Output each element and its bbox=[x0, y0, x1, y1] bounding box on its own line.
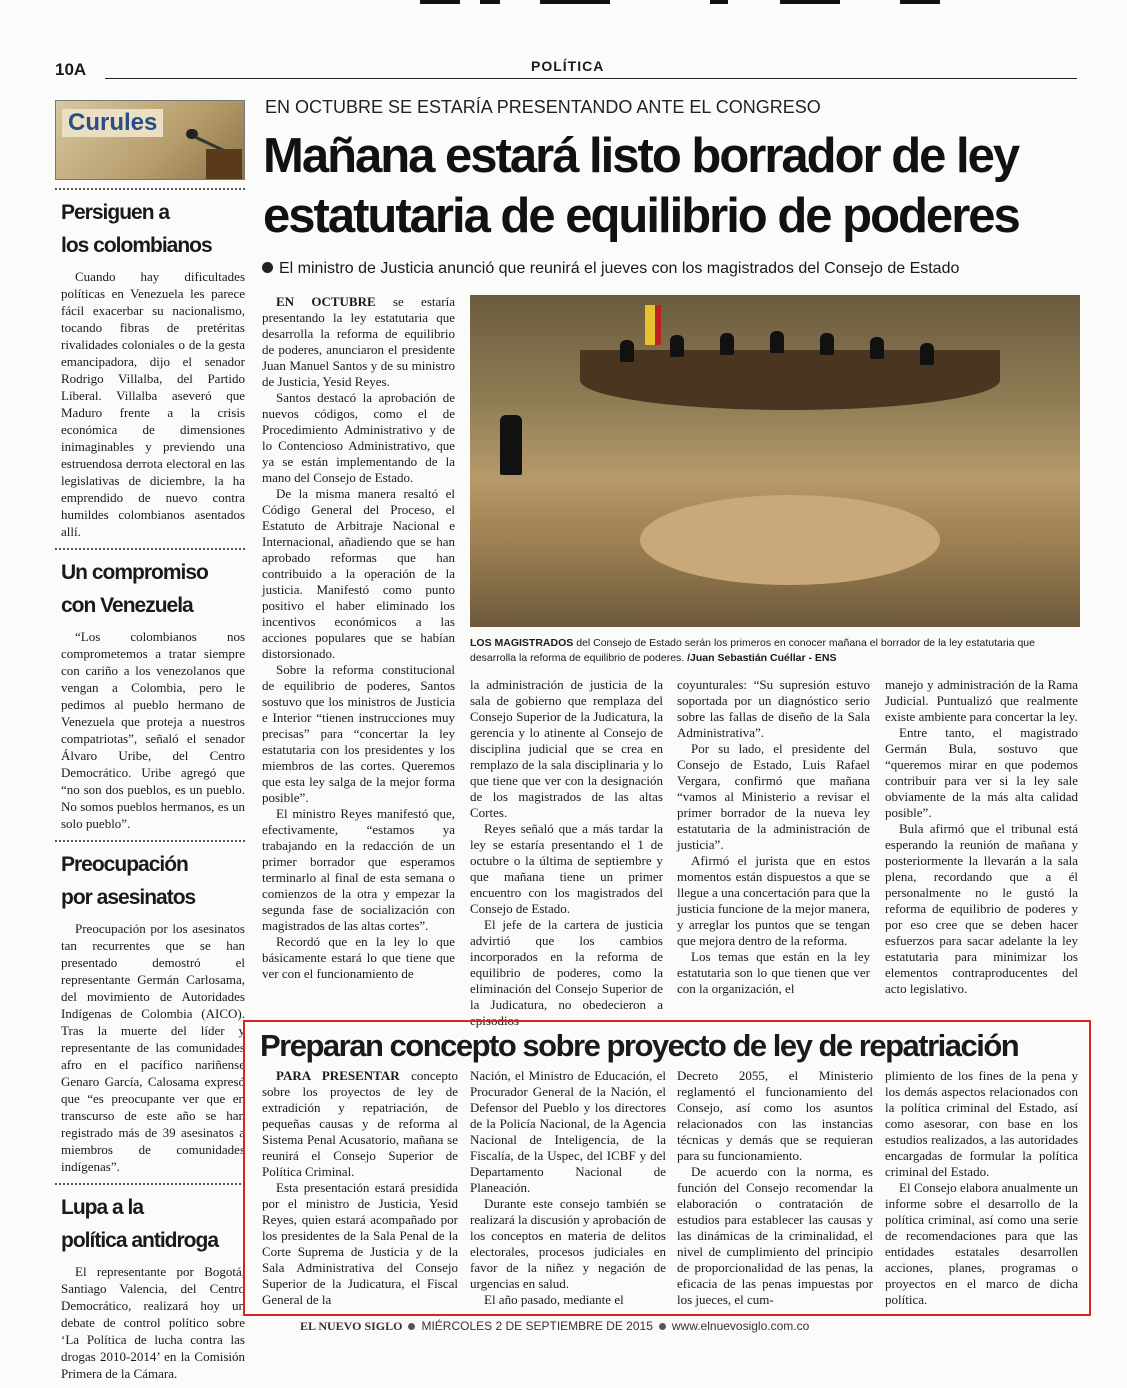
paragraph: Bula afirmó que el tribunal está esperando la reunión de mañana y posteriormente la llevarán a la sala plena, recordando que a él personalmente no le gustó la reforma de equilibrio de poderes y por eso cree que se deben hacer esfuerzos para sacar adelante la ley estatutaria para minimizar los elementos contraproducentes del acto legislativo. bbox=[885, 821, 1078, 996]
court-table bbox=[640, 495, 940, 585]
magistrate bbox=[870, 337, 884, 359]
bullet-icon bbox=[659, 1323, 666, 1330]
speaker bbox=[500, 415, 522, 475]
sidebar-item-title: Preocupación por asesinatos bbox=[61, 853, 196, 909]
sidebar-divider bbox=[55, 1183, 245, 1185]
box-column-1: PARA PRESENTAR concepto sobre los proyectos de ley de extradición y repatriación, de pequeñas causas y de reforma al Sistema Penal Acusatorio, mañana se reunirá el Consejo Superior de Política Criminal. Esta presentación estará presidida por el ministro de Justicia, Yesid Reyes, quien estará acompañado por los presidentes de la Sala Penal de la Corte Suprema de Justicia y de la Sala Administrativa del Consejo Superior de la Judicatura, el Fiscal General de la bbox=[262, 1068, 458, 1307]
paragraph: manejo y administración de la Rama Judicial. Puntualizó que realmente existe ambiente para concertar la ley. bbox=[885, 677, 1078, 724]
article-column-1: EN OCTUBRE se estaría presentando la ley estatutaria que desarrolla la reforma de equilibrio de poderes, anunciaron el presidente Juan Manuel Santos y de su ministro de Justicia, Yesid Reyes. Santos destacó la aprobación de nuevos códigos, como el de Procedimiento Administrativo y de lo Contencioso Administrativo, que ya se están implementando de la mano del Consejo de Estado. De la misma manera resaltó el Código General del Proceso, el Estatuto de Arbitraje Nacional e Internacional, añadiendo que se han aprobado reformas que han contribuido a la operación de la justicia. Manifestó como punto positivo el haber eliminado los incentivos económicos a las acciones populares que se habían distorsionado. Sobre la reforma constitucional de equilibrio de poderes, Santos sostuvo que los ministros de Justicia e Interior “tienen instrucciones muy precisas” para “concertar la ley estatutaria con los presidentes y los miembros de las cortes. Queremos que esta ley salga de la mejor forma posible”. El ministro Reyes manifestó que, efectivamente, “estamos ya trabajando en la redacción de un primer borrador que esperamos terminarlo al final de esta semana o comienzos de la otra y empezar la segunda fase de socialización con magistrados de las altas cortes”. Recordó que en la ley lo que básicamente estará lo que tiene que ver con el funcionamiento de bbox=[262, 294, 455, 981]
sidebar-item-body: El representante por Bogotá, Santiago Valencia, del Centro Democrático, realizará hoy un debate de control político sobre ‘La Política de lucha contra las drogas 2010-2014’ en la Comisión Primera de la Cámara. bbox=[61, 1264, 245, 1381]
box-column-3 bbox=[677, 1068, 873, 1308]
page-header bbox=[55, 56, 1077, 82]
article-column-2 bbox=[470, 677, 663, 1029]
paragraph: El jefe de la cartera de justicia advirtió que los cambios incorporados en la reforma de equilibrio de poderes, como la eliminación del Consejo Superior de la Judicatura, no obedecieron a episodios bbox=[470, 917, 663, 1028]
flag bbox=[655, 305, 661, 345]
section-name: POLÍTICA bbox=[525, 58, 610, 74]
paragraph: Nación, el Ministro de Educación, el Procurador General de la Nación, el Defensor del Pueblo y los directores de la Policía Nacional, de la Agencia Nacional de Inteligencia, de la Fiscalía, de la Uspec, del ICBF y del Departamento Nacional de Planeación. bbox=[470, 1068, 666, 1195]
sidebar-item-title: Lupa a la política antidroga bbox=[61, 1196, 219, 1252]
magistrate bbox=[770, 331, 784, 353]
article-kicker: EN OCTUBRE SE ESTARÍA PRESENTANDO ANTE EL CONGRESO bbox=[265, 97, 821, 117]
sidebar-item bbox=[55, 1191, 245, 1382]
article-column-3 bbox=[677, 677, 870, 997]
article-headline: Mañana estará listo borrador de ley estatutaria de equilibrio de poderes bbox=[263, 129, 1019, 243]
court-photo bbox=[470, 295, 1080, 627]
paragraph: Durante este consejo también se realizará la discusión y aprobación de los conceptos en materia de delitos electorales, procesos judiciales en favor de la niñez y negación de urgencias en salud. bbox=[470, 1196, 666, 1291]
sidebar-item bbox=[55, 556, 245, 832]
paragraph: Los temas que están en la ley estatutaria son lo que tienen que ver con la organización, el bbox=[677, 949, 870, 996]
paragraph: Entre tanto, el magistrado Germán Bula, sostuvo que “queremos mirar en que podemos contribuir para ver si la ley sale obviamente de la más alta calidad posible”. bbox=[885, 725, 1078, 820]
paragraph: Santos destacó la aprobación de nuevos códigos, como el de Procedimiento Administrativo y de lo Contencioso Administrativo, que ya se están implementando de la mano del Consejo de Estado. bbox=[262, 390, 455, 485]
paragraph: Reyes señaló que a más tardar la ley se estaría presentando el 1 de octubre o la última de septiembre y que mañana tiene un primer encuentro con los magistrados del Consejo de Estado. bbox=[470, 821, 663, 916]
box-column-2 bbox=[470, 1068, 666, 1308]
flag bbox=[645, 305, 655, 345]
paragraph: Esta presentación estará presidida por el ministro de Justicia, Yesid Reyes, quien estará acompañado por los presidentes de la Sala Penal de la Corte Suprema de Justicia y de la Sala Administrativa del Consejo Superior de la Judicatura, el Fiscal General de la bbox=[262, 1180, 458, 1307]
sidebar-item-body: “Los colombianos nos comprometemos a tratar siempre con cariño a los venezolanos que vengan a Colombia, pero le pedimos al pueblo hermano de Venezuela que proteja a nuestros compatriotas”, señaló el senador Álvaro Uribe, del Centro Democrático. Uribe agregó que “no son dos pueblos, es un pueblo. No somos pueblos hermanos, es un solo pueblo”. bbox=[61, 629, 245, 831]
paragraph: De la misma manera resaltó el Código General del Proceso, el Estatuto de Arbitraje Nacional e Internacional, añadiendo que se han aprobado reformas que han contribuido a la operación de la justicia. Manifestó como punto positivo el haber eliminado los incentivos económicos a las acciones populares que se habían distorsionado. bbox=[262, 486, 455, 661]
lead-in: PARA PRESENTAR bbox=[276, 1068, 400, 1083]
paragraph: Decreto 2055, el Ministerio reglamentó el funcionamiento del Consejo, así como los asuntos relacionados con las instancias técnicas y demás que se requieran para su funcionamiento. bbox=[677, 1068, 873, 1163]
curules-sidebar bbox=[55, 100, 245, 1388]
paragraph: Afirmó el jurista que en estos momentos están dispuestos a que se llegue a una concertación para que la justicia funcione de la mejor manera, y arreglar los puntos que se tengan que mejora dentro de la reforma. bbox=[677, 853, 870, 948]
sidebar-item-body: Cuando hay dificultades políticas en Venezuela les parece fácil exacerbar su nacionalismo, tocando fibras de pretéritas rivalidades coloniales o de la gesta emancipadora, dijo el senador Rodrigo Villalba, del Partido Liberal. Villalba aseveró que Maduro frente a la crisis económica de dimensiones inimaginables y previendo una estruendosa derrota electoral en las legislativas de diciembre, la ha emprendido de nuevo contra humildes colombianos asentados allí. bbox=[61, 269, 245, 539]
box-headline: Preparan concepto sobre proyecto de ley de repatriación bbox=[260, 1028, 1019, 1063]
sidebar-item-title: Un compromiso con Venezuela bbox=[61, 561, 208, 617]
article-column-4 bbox=[885, 677, 1078, 997]
paragraph: Sobre la reforma constitucional de equilibrio de poderes, Santos sostuvo que los ministros de Justicia e Interior “tienen instrucciones muy precisas” para “concertar la ley estatutaria con los presidentes y los miembros de las cortes. Queremos que esta ley salga de la mejor forma posible”. bbox=[262, 662, 455, 805]
paragraph: El ministro Reyes manifestó que, efectivamente, “estamos ya trabajando en la redacción de un primer borrador que esperamos terminarlo al final de esta semana o comienzos de la otra y empezar la segunda fase de socialización con magistrados de las altas cortes”. bbox=[262, 806, 455, 933]
paragraph: Recordó que en la ley lo que básicamente estará lo que tiene que ver con el funcionamiento de bbox=[262, 934, 455, 981]
bullet-icon bbox=[262, 262, 273, 273]
top-edge-marks bbox=[420, 0, 940, 6]
sidebar-divider bbox=[55, 188, 245, 190]
website-url: www.elnuevosiglo.com.co bbox=[671, 1319, 810, 1333]
sidebar-item bbox=[55, 196, 245, 540]
sidebar-divider bbox=[55, 548, 245, 550]
sidebar-divider bbox=[55, 840, 245, 842]
edition-date: MIÉRCOLES 2 DE SEPTIEMBRE DE 2015 bbox=[421, 1319, 653, 1333]
article-subhead: El ministro de Justicia anunció que reunirá el jueves con los magistrados del Consejo de Estado bbox=[262, 260, 959, 278]
magistrate bbox=[720, 333, 734, 355]
photo-caption: LOS MAGISTRADOS del Consejo de Estado serán los primeros en conocer mañana el borrador de la ley estatutaria que desarrolla la reforma de equilibrio de poderes. /Juan Sebastián Cuéllar - ENS bbox=[470, 637, 1035, 664]
paragraph: El Consejo elabora anualmente un informe sobre el desarrollo de la política criminal, así como una serie de recomendaciones para que las entidades estatales desarrollen acciones, planes, programas o proyectos en el marco de dicha política. bbox=[885, 1180, 1078, 1307]
paragraph: la administración de justicia de la sala de gobierno que remplaza del Consejo Superior de la Judicatura, la gerencia y lo atinente al Consejo de disciplina judicial que se crea en remplazo de la sala disciplinaria y lo que tiene que ver con la designación de los magistrados de las altas Cortes. bbox=[470, 677, 663, 820]
page-footer bbox=[300, 1319, 809, 1334]
paragraph: El año pasado, mediante el bbox=[484, 1292, 624, 1307]
page-number: 10A bbox=[55, 60, 87, 79]
magistrate bbox=[920, 343, 934, 365]
paragraph: De acuerdo con la norma, es función del Consejo recomendar la elaboración o contratación de estudios para establecer las causas y las dinámicas de la criminalidad, el nivel de cumplimiento del principio de proporcionalidad de las penas, la eficacia de las penas impuestas por los jueces, el cum- bbox=[677, 1164, 873, 1307]
sidebar-item-body: Preocupación por los asesinatos tan recurrentes que se han presentado demostró el representante Germán Carlosama, del movimiento de Autoridades Indígenas de Colombia (AICO). Tras la muerte del líder y representante de las comunidades afro en el pacífico nariñense Genaro García, Calosama expresó que “es preocupante ver que en transcurso de este año se han registrado más de 39 asesinatos a miembros de comunidades indígenas”. bbox=[61, 921, 245, 1174]
lead-in: EN OCTUBRE bbox=[276, 294, 376, 309]
judges-bench bbox=[580, 350, 1000, 410]
paragraph: Por su lado, el presidente del Consejo de Estado, Luis Rafael Vergara, confirmó que mañana “vamos al Ministerio a revisar el primer borrador de la nueva ley estatutaria de la administración de justicia”. bbox=[677, 741, 870, 852]
curules-logo-label: Curules bbox=[62, 109, 163, 137]
magistrate bbox=[620, 340, 634, 362]
sidebar-item bbox=[55, 848, 245, 1175]
podium-icon bbox=[206, 149, 242, 179]
magistrate bbox=[670, 335, 684, 357]
bullet-icon bbox=[408, 1323, 415, 1330]
header-rule bbox=[105, 78, 1077, 79]
curules-logo bbox=[55, 100, 245, 180]
magistrate bbox=[820, 333, 834, 355]
paragraph: plimiento de los fines de la pena y los demás aspectos relacionados con la política criminal del Estado, así como asesorar, con base en los estudios realizados, a las autoridades encargadas de formular la política criminal del Estado. bbox=[885, 1068, 1078, 1179]
box-column-4 bbox=[885, 1068, 1078, 1308]
paragraph: coyunturales: “Su supresión estuvo soportada por un diagnóstico serio sobre las fallas de diseño de la Sala Administrativa”. bbox=[677, 677, 870, 740]
newspaper-name: EL NUEVO SIGLO bbox=[300, 1319, 403, 1333]
sidebar-item-title: Persiguen a los colombianos bbox=[61, 201, 212, 257]
